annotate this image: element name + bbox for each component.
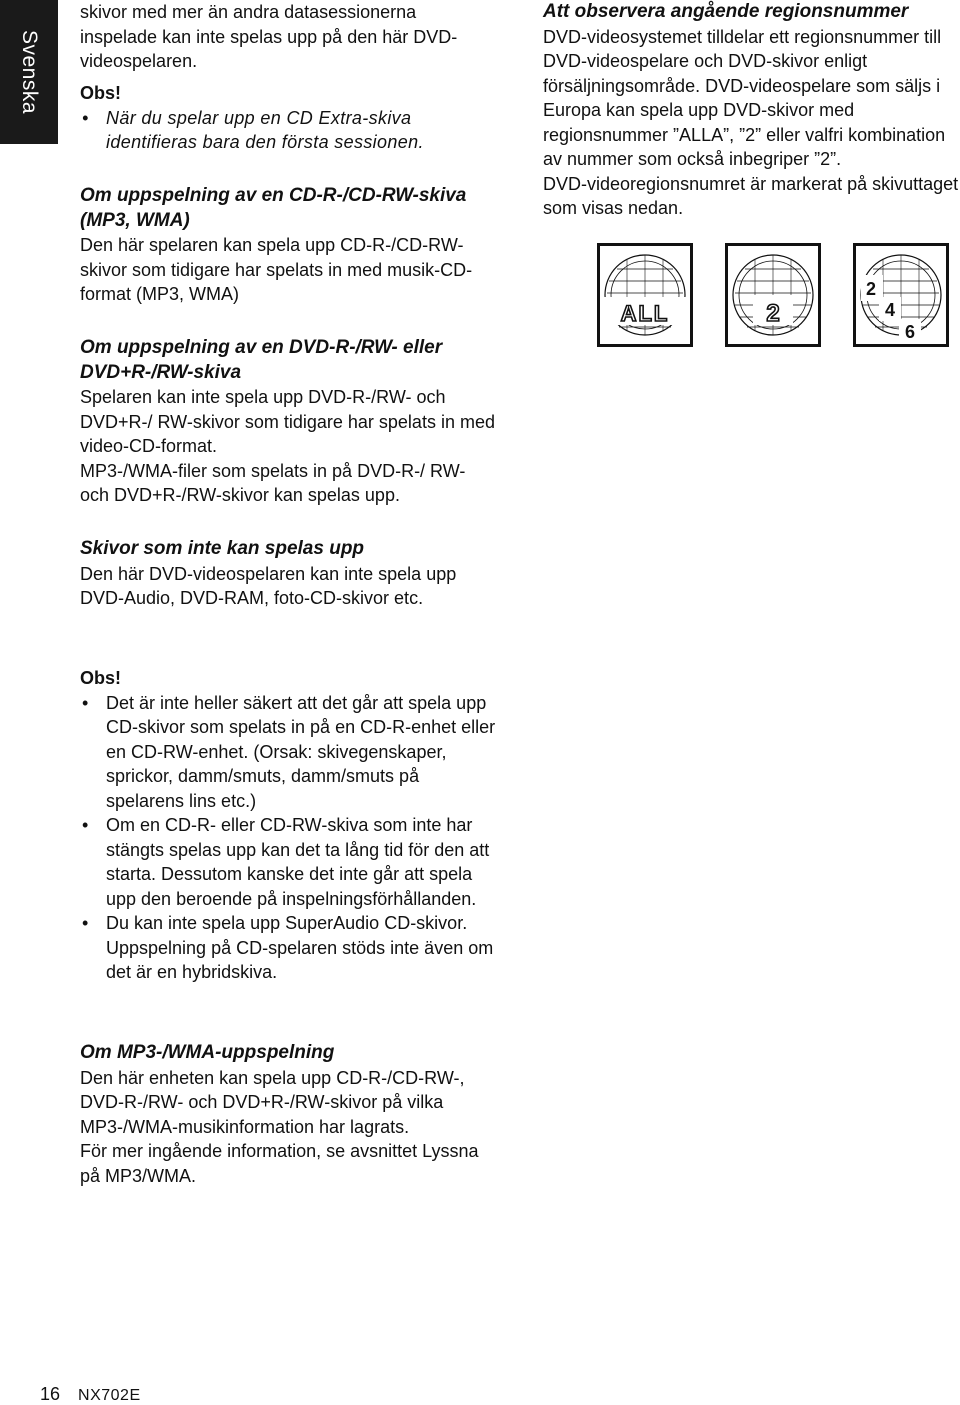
intro-text: skivor med mer än andra datasessionerna inspelade kan inte spelas upp på den här DVD-videospelaren. <box>80 2 458 71</box>
page-footer <box>40 1384 141 1405</box>
intro-block <box>80 0 496 74</box>
page-number: 16 <box>40 1384 61 1404</box>
obs-title: Obs! <box>80 83 122 103</box>
obs-list-item: • Om en CD-R- eller CD-RW-skiva som inte har stängts spelas upp kan det ta lång tid för den att starta. Dessutom kanske det inte går att spela upp den beroende på inspelningsförhållanden. <box>80 813 496 911</box>
obs-list-item: • Det är inte heller säkert att det går att spela upp CD-skivor som spelats in på en CD-R-enhet eller en CD-RW-enhet. (Orsak: skivegenskaper, sprickor, damm/smuts, damm/smuts på spelarens lins etc.) <box>80 691 496 814</box>
section-body: Spelaren kan inte spela upp DVD-R-/RW- och DVD+R-/ RW-skivor som tidigare har spelats in med video-CD-format. <box>80 387 495 456</box>
section-heading: Om uppspelning av en DVD-R-/RW- eller DVD+R-/RW-skiva <box>80 337 443 383</box>
section-body: För mer ingående information, se avsnittet Lyssna på MP3/WMA. <box>80 1141 479 1186</box>
language-tab-label: Svenska <box>18 29 41 115</box>
region-multi-6: 6 <box>904 322 916 342</box>
obs-list-item: • Du kan inte spela upp SuperAudio CD-skivor. Uppspelning på CD-spelaren stöds inte även om det är en hybridskiva. <box>80 911 496 985</box>
section-body: DVD-videosystemet tilldelar ett regionsnummer till DVD-videospelare och DVD-skivor enligt försäljningsområde. DVD-videospelare som säljs i Europa kan spela upp DVD-skivor med regionsnummer ”ALLA”, ”2” eller valfri kombination av nummer som också inbegriper ”2”. <box>543 26 946 169</box>
obs-title: Obs! <box>80 668 122 688</box>
section-body: MP3-/WMA-filer som spelats in på DVD-R-/ RW- och DVD+R-/RW-skivor kan spelas upp. <box>80 460 466 505</box>
dvdr-section <box>80 336 496 508</box>
region-multi-4: 4 <box>884 300 896 320</box>
section-heading: Att observera angående regionsnummer <box>543 1 909 22</box>
unplayable-section <box>80 537 496 611</box>
language-tab <box>0 0 58 144</box>
region-section <box>543 0 959 221</box>
section-heading: Om uppspelning av en CD-R-/CD-RW-skiva (MP3, WMA) <box>80 185 467 231</box>
obs-list-item: • När du spelar upp en CD Extra-skiva identifieras bara den första sessionen. <box>80 106 496 155</box>
region-multi-2: 2 <box>865 279 877 299</box>
section-heading: Skivor som inte kan spelas upp <box>80 538 365 559</box>
obs-list-1 <box>80 106 496 155</box>
obs-note-2 <box>80 666 496 985</box>
region-2-logo <box>725 243 821 347</box>
obs-list-2 <box>80 691 496 985</box>
section-body: Den här spelaren kan spela upp CD-R-/CD-RW-skivor som tidigare har spelats in med musik-CD-format (MP3, WMA) <box>80 235 473 304</box>
model-name: NX702E <box>78 1387 141 1404</box>
obs-note-1 <box>80 81 496 155</box>
section-body: DVD-videoregionsnumret är markerat på skivuttaget som visas nedan. <box>543 173 959 218</box>
section-heading: Om MP3-/WMA-uppspelning <box>80 1042 335 1063</box>
region-all-text: ALL <box>620 301 670 326</box>
region-all-logo <box>597 243 693 347</box>
mp3-section <box>80 1041 496 1188</box>
region-multi-logo <box>853 243 949 347</box>
region-2-text: 2 <box>766 300 780 327</box>
cdr-section <box>80 184 496 307</box>
region-logos <box>597 243 953 347</box>
section-body: Den här DVD-videospelaren kan inte spela upp DVD-Audio, DVD-RAM, foto-CD-skivor etc. <box>80 563 457 608</box>
section-body: Den här enheten kan spela upp CD-R-/CD-RW-, DVD-R-/RW- och DVD+R-/RW-skivor på vilka MP3-/WMA-musikinformation har lagrats. <box>80 1067 465 1137</box>
